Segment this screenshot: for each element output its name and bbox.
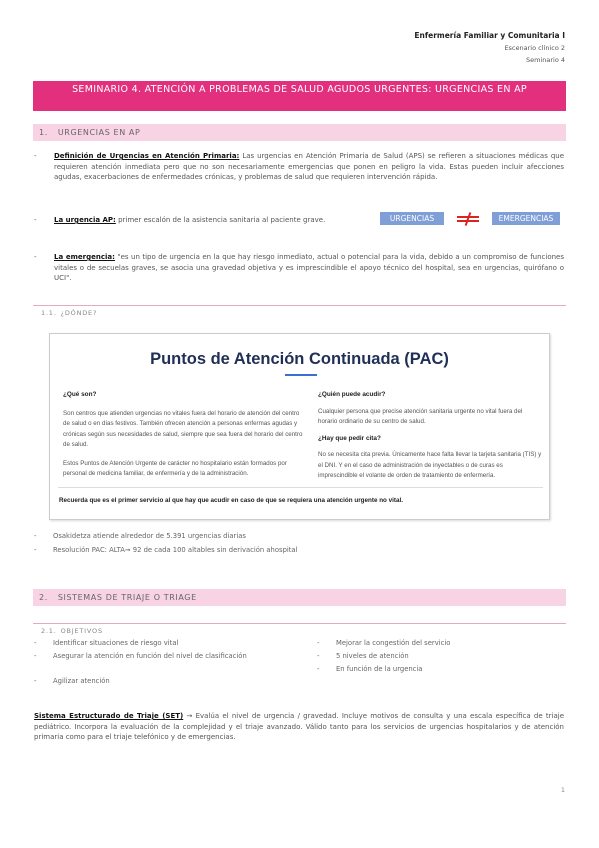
pac-answer-staff: Estos Puntos de Atención Urgente de carácter no hospitalario están formados por personal de medicina familiar, de enfermería y de la administración. bbox=[63, 459, 287, 477]
page-number: 1 bbox=[560, 786, 565, 794]
scenario-label: Escenario clínico 2 bbox=[504, 44, 565, 52]
set-text: Evalúa el nivel de urgencia / gravedad. Incluye motivos de consulta y una escala específica de triaje pediátrico. Incorpora la evaluación de la complejidad y el triaje avanzado. Válido tanto para los servicios de urgencias hospitalarios y de atención primaria como para el triaje telefónico y de emergencias. bbox=[34, 712, 564, 741]
pac-question-who: ¿Quién puede acudir? bbox=[318, 391, 386, 398]
emergencia-term: La emergencia: bbox=[54, 253, 115, 261]
list-item: - Identificar situaciones de riesgo vital bbox=[34, 639, 179, 647]
list-item: - Mejorar la congestión del servicio bbox=[317, 639, 451, 647]
section-heading-triaje bbox=[33, 589, 566, 606]
pac-answer-who: Cualquier persona que precise atención sanitaria urgente no vital fuera del horario ordinario de su centro de salud. bbox=[318, 407, 523, 425]
subsection-number: 2.1. bbox=[41, 627, 57, 635]
course-title: Enfermería Familiar y Comunitaria I bbox=[414, 31, 565, 40]
pac-answer-what: Son centros que atienden urgencias no vitales fuera del horario de atención del centro de salud o en días festivos. También ofrecen atención a personas enfermas agudas y crónicas según sus necesidades de salud, siempre que sea fuera del horario del centro de salud. bbox=[63, 409, 303, 448]
subsection-label: ¿DÓNDE? bbox=[60, 309, 98, 317]
not-equal-icon bbox=[457, 212, 479, 226]
urgencias-tag: URGENCIAS bbox=[380, 212, 444, 225]
subsection-heading-objetivos bbox=[33, 623, 566, 637]
definition-paragraph: - Definición de Urgencias en Atención Primaria: Las urgencias en Atención Primaria de Salud (APS) se refieren a situaciones médicas que requieren atención inmediata pero que no son necesariamente emergencias que ponen en peligro la vida. Estas pueden incluir afecciones agudas, exacerbaciones de enfermedades crónicas, y problemas de salud que requieren intervención rápida. bbox=[34, 152, 565, 181]
list-item: - Agilizar atención bbox=[34, 677, 110, 685]
set-paragraph bbox=[34, 711, 564, 743]
section-label: SISTEMAS DE TRIAJE O TRIAGE bbox=[57, 593, 197, 602]
section-number: 1. bbox=[39, 128, 48, 137]
subsection-label: OBJETIVOS bbox=[60, 627, 103, 635]
subsection-number: 1.1. bbox=[41, 309, 57, 317]
urgencia-ap-text: primer escalón de la asistencia sanitaria al paciente grave. bbox=[115, 216, 326, 224]
list-item: - 5 niveles de atención bbox=[317, 652, 409, 660]
emergencia-text: "es un tipo de urgencia en la que hay riesgo inmediato, actual o potencial para la vida, debido a un compromiso de funciones vitales o de secuelas graves, se asocia una gravedad objetiva y es imprescindible el apoyo técnico del hospital, sea en urgencias, quirófano o UCI". bbox=[54, 253, 564, 282]
definition-term: Definición de Urgencias en Atención Primaria: bbox=[54, 152, 240, 160]
pac-question-appointment: ¿Hay que pedir cita? bbox=[318, 434, 381, 442]
set-term: Sistema Estructurado de Triaje (SET) bbox=[34, 712, 184, 720]
pac-right-column bbox=[318, 390, 543, 482]
pac-footer-note: Recuerda que es el primer servicio al que hay que acudir en caso de que se requiera una atención urgente no vital. bbox=[59, 497, 403, 504]
urgencia-ap-paragraph: - La urgencia AP: primer escalón de la asistencia sanitaria al paciente grave. bbox=[34, 216, 326, 224]
urgencia-ap-term: La urgencia AP: bbox=[54, 216, 116, 224]
page-header bbox=[414, 30, 565, 66]
seminar-label: Seminario 4 bbox=[525, 56, 565, 64]
emergencia-paragraph: - La emergencia: "es un tipo de urgencia en la que hay riesgo inmediato, actual o potencial para la vida, debido a un compromiso de funciones vitales o de secuelas graves, se asocia una gravedad objetiva y es imprescindible el apoyo técnico del hospital, sea en urgencias, quirófano o UCI". bbox=[34, 253, 564, 282]
pac-answer-appointment: No se necesita cita previa. Únicamente hace falta llevar la tarjeta sanitaria (TIS) y el DNI. Y en el caso de administración de inyectables o de curas es imprescindible el volante de orden de tratamiento de enfermería. bbox=[318, 451, 542, 479]
pac-left-column bbox=[63, 390, 303, 480]
list-item: - Asegurar la atención en función del nivel de clasificación bbox=[34, 652, 247, 660]
pac-info-card bbox=[49, 333, 550, 520]
section-number: 2. bbox=[39, 593, 48, 602]
pac-title-underline bbox=[285, 374, 317, 376]
section-label: URGENCIAS EN AP bbox=[57, 128, 141, 137]
section-heading-urgencias bbox=[33, 124, 566, 141]
emergencias-tag: EMERGENCIAS bbox=[492, 212, 560, 225]
seminar-title-banner: SEMINARIO 4. ATENCIÓN A PROBLEMAS DE SALUD AGUDOS URGENTES: URGENCIAS EN AP bbox=[33, 81, 566, 111]
list-item: - Osakidetza atiende alrededor de 5.391 urgencias diarias bbox=[34, 532, 246, 540]
list-item: - En función de la urgencia bbox=[317, 665, 423, 673]
definition-text: Las urgencias en Atención Primaria de Salud (APS) se refieren a situaciones médicas que requieren atención inmediata pero que no son necesariamente emergencias que ponen en peligro la vida. Estas pueden incluir afecciones agudas, exacerbaciones de enfermedades crónicas, y problemas de salud que requieren intervención rápida. bbox=[54, 152, 565, 181]
pac-title: Puntos de Atención Continuada (PAC) bbox=[150, 350, 449, 368]
arrow-icon: → bbox=[183, 712, 196, 720]
subsection-heading-donde bbox=[33, 305, 566, 319]
list-item: - Resolución PAC: ALTA➞ 92 de cada 100 altables sin derivación ahospital bbox=[34, 546, 298, 554]
pac-question-what: ¿Qué son? bbox=[63, 391, 97, 398]
pac-divider bbox=[58, 487, 543, 488]
